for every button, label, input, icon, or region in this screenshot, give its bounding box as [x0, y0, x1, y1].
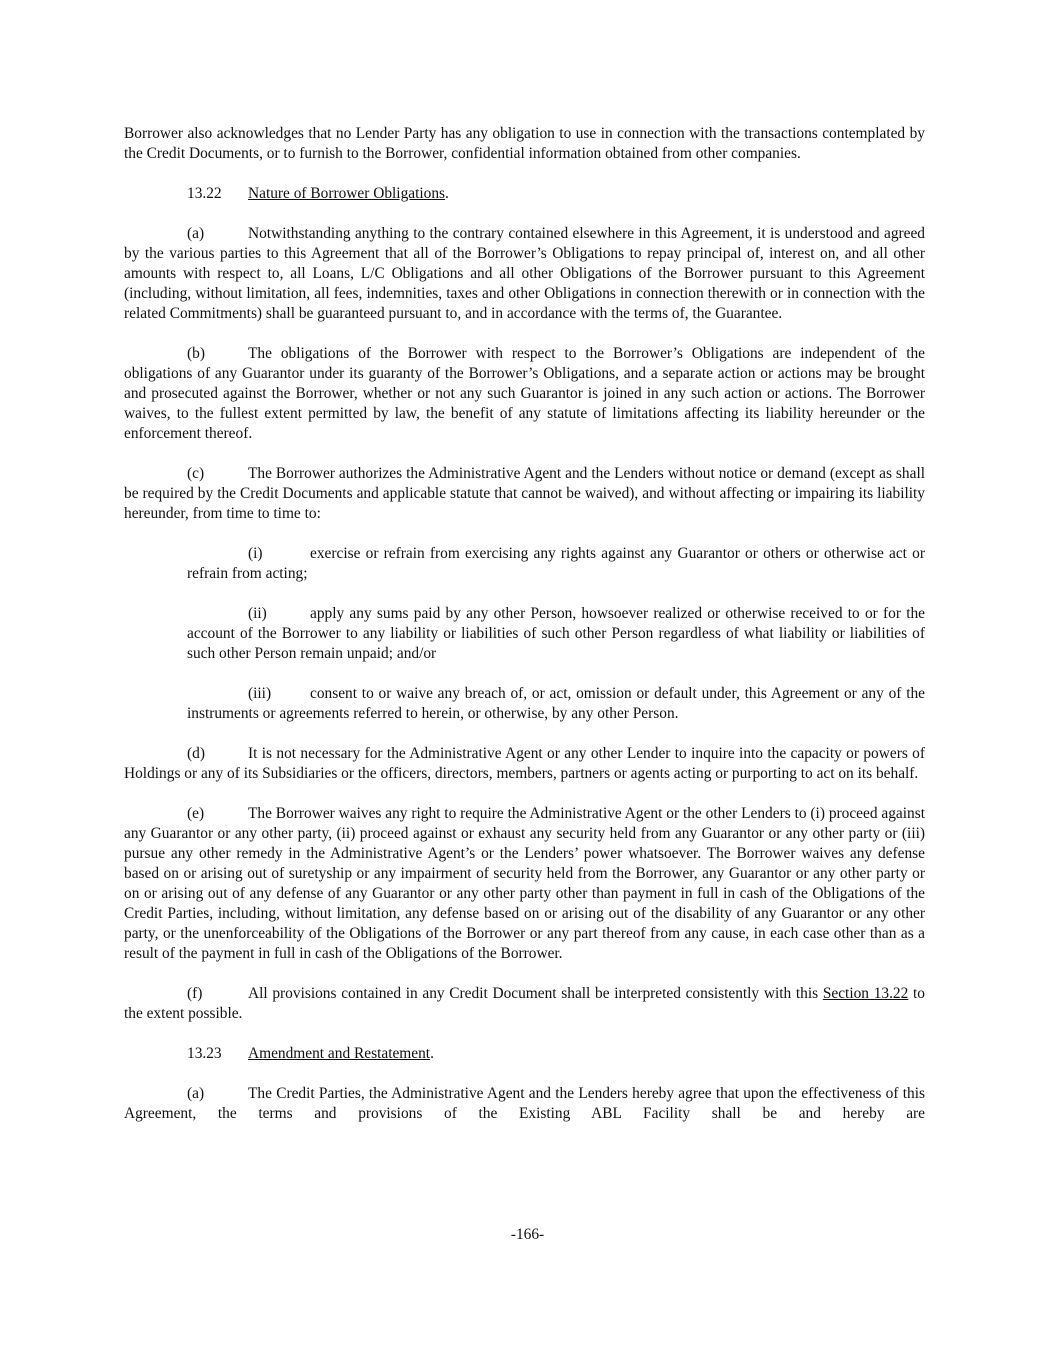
paragraph-label: (b): [187, 345, 205, 362]
paragraph-c: [124, 464, 925, 524]
section-title-punct: .: [445, 185, 449, 202]
paragraph-e: [124, 804, 925, 964]
section-number: 13.22: [187, 185, 222, 202]
section-13-23-heading: [124, 1044, 925, 1064]
section-title-punct: .: [430, 1045, 434, 1062]
section-13-22-heading: [124, 184, 925, 204]
paragraph-label: (d): [187, 745, 205, 762]
paragraph-d: [124, 744, 925, 784]
section-cross-reference: Section 13.22: [822, 985, 909, 1002]
paragraph-label: (iii): [248, 685, 272, 702]
section-title: Amendment and Restatement: [248, 1045, 431, 1062]
paragraph-label: (a): [187, 225, 205, 242]
paragraph-text: It is not necessary for the Administrative Agent or any other Lender to inquire into the capacity or powers of Holdings or any of its Subsidiaries or the officers, directors, members, partners or agents acting or purporting to act on its behalf.: [124, 745, 925, 782]
document-page: [124, 124, 925, 1144]
paragraph-label: (e): [187, 805, 205, 822]
paragraph-c-i: [187, 544, 925, 584]
paragraph-text: apply any sums paid by any other Person, howsoever realized or otherwise received to or for the account of the Borrower to any liability or liabilities of such other Person regardless of what liability or liabilities of such other Person remain unpaid; and/or: [187, 605, 925, 662]
paragraph-13-23-a: [124, 1084, 925, 1124]
paragraph-text: Notwithstanding anything to the contrary contained elsewhere in this Agreement, it is understood and agreed by the various parties to this Agreement that all of the Borrower’s Obligations to repay principal of, interest on, and all other amounts with respect to, all Loans, L/C Obligations and all other Obligations of the Borrower pursuant to this Agreement (including, without limitation, all fees, indemnities, taxes and other Obligations in connection therewith or in connection with the related Commitments) shall be guaranteed pursuant to, and in accordance with the terms of, the Guarantee.: [124, 225, 925, 322]
paragraph-label: (ii): [248, 605, 267, 622]
paragraph-text: The Credit Parties, the Administrative Agent and the Lenders hereby agree that upon the effectiveness of this Agreement, the terms and provisions of the Existing ABL Facility shall be and hereby are: [124, 1085, 925, 1122]
paragraph-b: [124, 344, 925, 444]
paragraph-text: exercise or refrain from exercising any rights against any Guarantor or others or otherwise act or refrain from acting;: [187, 545, 925, 582]
paragraph-c-iii: [187, 684, 925, 724]
paragraph-label: (i): [248, 545, 263, 562]
paragraph-label: (f): [187, 985, 203, 1002]
section-number: 13.23: [187, 1045, 222, 1062]
paragraph-text: All provisions contained in any Credit Document shall be interpreted consistently with this: [248, 985, 823, 1002]
section-title: Nature of Borrower Obligations: [248, 185, 446, 202]
paragraph-text: The Borrower authorizes the Administrative Agent and the Lenders without notice or demand (except as shall be required by the Credit Documents and applicable statute that cannot be waived), and without affecting or impairing its liability hereunder, from time to time to:: [124, 465, 925, 522]
paragraph-text: to the extent possible.: [124, 985, 925, 1022]
paragraph-c-ii: [187, 604, 925, 664]
paragraph-text: The Borrower waives any right to require the Administrative Agent or the other Lenders to (i) proceed against any Guarantor or any other party, (ii) proceed against or exhaust any security held from any Guarantor or any other party or (iii) pursue any other remedy in the Administrative Agent’s or the Lenders’ power whatsoever. The Borrower waives any defense based on or arising out of suretyship or any impairment of security held from the Borrower, any Guarantor or any other party or on or arising out of any defense of any Guarantor or any other party other than payment in full in cash of the Obligations of the Credit Parties, including, without limitation, any defense based on or arising out of the disability of any Guarantor or any other party, or the unenforceability of the Obligations of the Borrower or any part thereof from any cause, in each case other than as a result of the payment in full in cash of the Obligations of the Borrower.: [124, 805, 925, 962]
intro-paragraph: Borrower also acknowledges that no Lender Party has any obligation to use in connection with the transactions contemplated by the Credit Documents, or to furnish to the Borrower, confidential information obtained from other companies.: [124, 125, 925, 162]
paragraph-label: (a): [187, 1085, 205, 1102]
paragraph-text: The obligations of the Borrower with respect to the Borrower’s Obligations are independent of the obligations of any Guarantor under its guaranty of the Borrower’s Obligations, and a separate action or actions may be brought and prosecuted against the Borrower, whether or not any such Guarantor is joined in any such action or actions. The Borrower waives, to the fullest extent permitted by law, the benefit of any statute of limitations affecting its liability hereunder or the enforcement thereof.: [124, 345, 925, 442]
paragraph-f: [124, 984, 925, 1024]
paragraph-label: (c): [187, 465, 205, 482]
paragraph-a: [124, 224, 925, 324]
paragraph-text: consent to or waive any breach of, or act, omission or default under, this Agreement or any of the instruments or agreements referred to herein, or otherwise, by any other Person.: [187, 685, 925, 722]
page-number: -166-: [510, 1226, 545, 1243]
